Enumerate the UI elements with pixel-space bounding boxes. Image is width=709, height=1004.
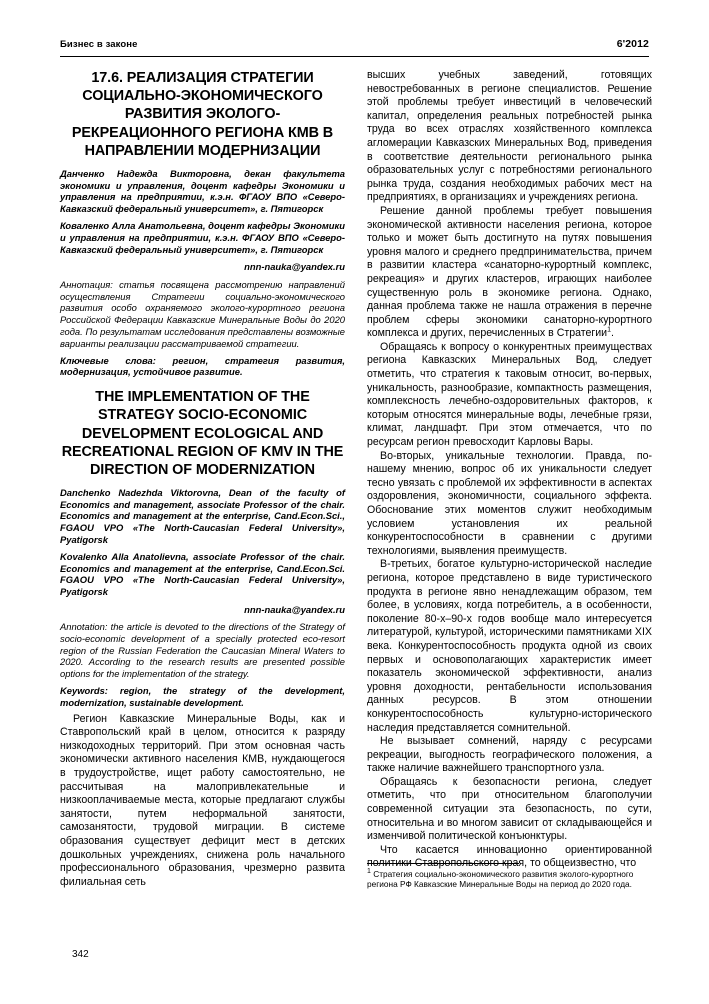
author-affiliation-ru-1: Данченко Надежда Викторовна, декан факультета экономики и управления, доцент кафедры Экономики и управления на предприятии, к.э.н. ФГАОУ ВПО «Северо-Кавказский федеральный университет», г. Пятигорск xyxy=(60,168,345,214)
body-paragraph: Обращаясь к безопасности региона, следует отметить, что при относительном благополучии современной ситуации эта безопасность, по сути, относительна и во многом зависит от складывающейся и изменчивой политической конъюнктуры. xyxy=(367,775,652,843)
email-ru: nnn-nauka@yandex.ru xyxy=(244,261,345,273)
page-number: 342 xyxy=(72,949,89,960)
footnote-area xyxy=(367,863,652,890)
email-en: nnn-nauka@yandex.ru xyxy=(244,603,345,615)
footnote-divider xyxy=(367,863,519,864)
issue-number: 6'2012 xyxy=(616,38,649,50)
body-paragraph: В-третьих, богатое культурно-исторической наследие региона, которое представлено в виде туристического продукта в регионе явно ненадлежащим образом, тем более, в условиях, когда потребитель, а в особенности, поколение 80-х–90-х годов вообще мало интересуется литературой, культурой, историческими памятниками XIX века. Конкурентоспособность продукта одной из своих первых и основополагающих характеристик имеет показатель экономической эффективности, анализ уровня доходности, рентабельности использования данных ресурсов. В этом отношении конкурентоспособность культурно-исторического наследия представляется сомнительной. xyxy=(367,558,652,734)
body-text: Решение данной проблемы требует повышения экономической активности населения региона, которое только и может быть достигнуто на путях повышения уровня малого и среднего предпринимательства, причем в развитии кластера «санаторно-курортный комплекс, рекреация» и других кластеров, играющих наиболее существенную роль в экономике региона. Однако, данная проблема также не нашла отражения в перечне проблем сферы экономики санаторно-курортного комплекса и других, перечисленных в Стратегии xyxy=(367,204,652,340)
body-paragraph-continuation: высших учебных заведений, готовящих невостребованных в регионе специалистов. Решение этой проблемы требует инвестиций в человеческий капитал, определения реальных потребностей рынка труда во всех отраслях хозяйственного комплекса агломерации Кавказских Минеральных Вод, приведения в соответствие деятельности регионального рынка образовательных услуг с потребностями регионального рынка труда, создания необходимых рабочих мест на предприятиях, в организациях и учреждениях региона. xyxy=(367,69,652,204)
body-paragraph: Регион Кавказские Минеральные Воды, как и Ставропольский край в целом, относится к разряду низкодоходных территорий. При этом основная часть экономически активного населения КМВ, нуждающегося в трудоустройстве, ищет работу самостоятельно, не рассчитывая на малопривлекательные и низкооплачиваемые места, которые предлагают службы занятости, путем неформальной занятости, самозанятости, трудовой миграции. В системе образования существует дефицит мест в детских дошкольных учреждениях, снижена роль начального профессионального образования, чрезмерно развита филиальная сеть xyxy=(60,712,345,888)
header-divider xyxy=(60,56,649,57)
footnote-marker: 1 xyxy=(367,867,371,875)
body-paragraph: Решение данной проблемы требует повышения экономической активности населения региона, которое только и может быть достигнуто на путях повышения уровня малого и среднего предпринимательства, причем в развитии кластера «санаторно-курортный комплекс, рекреация» и других кластеров, играющих наиболее существенную роль в экономике региона. Однако, данная проблема также не нашла отражения в перечне проблем сферы экономики санаторно-курортного комплекса и других, перечисленных в Стратегии$^1$. xyxy=(367,204,652,340)
article-title-ru: 17.6. РЕАЛИЗАЦИЯ СТРАТЕГИИ СОЦИАЛЬНО-ЭКОНОМИЧЕСКОГО РАЗВИТИЯ ЭКОЛОГО-РЕКРЕАЦИОННОГО РЕГИОНА КМВ В НАПРАВЛЕНИИ МОДЕРНИЗАЦИИ xyxy=(71,70,334,159)
abstract-en: Annotation: the article is devoted to the directions of the Strategy of socio-economic development of a specially protected eco-resort region of the Russian Federation the Caucasian Mineral Waters to 2020. According to the research results are presented possible options for the implementation of the strategy. xyxy=(60,621,345,680)
body-paragraph: Что касается инновационно ориентированной политики Ставропольского края, то общеизвестно, что xyxy=(367,843,652,870)
abstract-ru: Аннотация: статья посвящена рассмотрению направлений осуществления Стратегии социально-экономического развития особо охраняемого эколого-курортного региона Российской Федерации Кавказские Минеральные Воды до 2020 года. По результатам исследования представлены возможные варианты реализации рассматриваемой стратегии. xyxy=(60,278,345,349)
author-affiliation-ru-2: Коваленко Алла Анатольевна, доцент кафедры Экономики и управления на предприятии, к.э.н. ФГАОУ ВПО «Северо-Кавказский федеральный университет», г. Пятигорск xyxy=(60,220,345,255)
author-affiliation-en-2: Kovalenko Alla Anatolievna, associate Professor of the chair. Economics and management at the enterprise, Cand.Econ.Sci. FGAOU VPO «The North-Caucasian Federal University», Pyatigorsk xyxy=(60,551,345,597)
keywords-ru: Ключевые слова: регион, стратегия развития, модернизация, устойчивое развитие. xyxy=(60,354,345,378)
footnote-body: Стратегия социально-экономического развития эколого-курортного региона РФ Кавказские Минеральные Воды на период до 2020 года. xyxy=(367,868,634,889)
body-paragraph: Во-вторых, уникальные технологии. Правда, по-нашему мнению, вопрос об их уникальности следует тесно увязать с проблемой их эффективности в аспектах оздоровления, экономичности, социального эффекта. Обоснование этих моментов служит необходимым условием установления их реальной конкурентоспособности в сравнении с другими технологиями, выявления преимуществ. xyxy=(367,449,652,557)
body-paragraph: Не вызывает сомнений, наряду с ресурсами рекреации, выгодность географического положения, а также наличие важнейшего транспортного узла. xyxy=(367,735,652,775)
footnote-text xyxy=(367,869,652,890)
body-paragraph: Обращаясь к вопросу о конкурентных преимуществах региона Кавказских Минеральных Вод, следует отметить, что стратегия к таковым относит, во-первых, уникальность, разнообразие, компактность размещения, комплексность лечебно-оздоровительных факторов, к которым относятся минеральные воды, лечебные грязи, климат, ландшафт. При этом отмечается, что по ресурсам регион превосходит Карловы Вары. xyxy=(367,340,652,449)
footnote-reference: 1 xyxy=(607,326,611,334)
left-column xyxy=(60,69,345,889)
article-title-en: THE IMPLEMENTATION OF THE STRATEGY SOCIO-ECONOMIC DEVELOPMENT ECOLOGICAL AND RECREATIONAL REGION OF KMV IN THE DIRECTION OF MODERNIZATION xyxy=(61,389,344,478)
keywords-en: Keywords: region, the strategy of the development, modernization, sustainable development. xyxy=(60,685,345,708)
journal-name: Бизнес в законе xyxy=(60,39,138,50)
right-column xyxy=(367,69,652,889)
author-affiliation-en-1: Danchenko Nadezhda Viktorovna, Dean of the faculty of Economics and management, associate Professor of the chair. Economics and management at the enterprise, Cand.Econ.Sci., FGAOU VPO «The North-Caucasian Federal University», Pyatigorsk xyxy=(60,487,345,545)
running-head xyxy=(60,38,649,50)
two-column-layout xyxy=(60,69,652,889)
